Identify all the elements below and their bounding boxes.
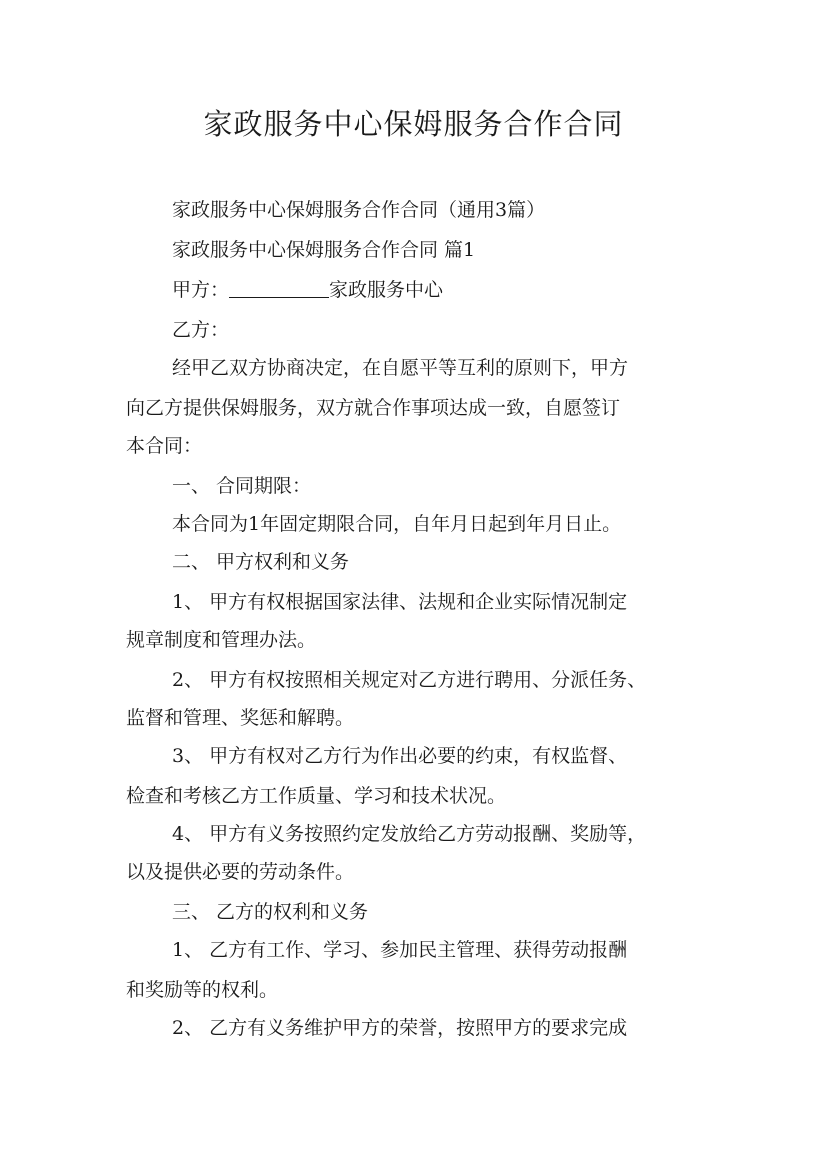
intro-line: 向乙方提供保姆服务，双方就合作事项达成一致，自愿签订 <box>126 397 621 419</box>
section2-item-line: 监督和管理、奖惩和解聘。 <box>126 707 355 729</box>
party-a-name: 家政服务中心 <box>329 279 444 301</box>
party-a-blank <box>229 279 329 298</box>
subtitle: 家政服务中心保姆服务合作合同（通用3篇） <box>172 199 546 221</box>
section2-item-line: 2、 甲方有权按照相关规定对乙方进行聘用、分派任务、 <box>172 669 647 691</box>
intro-line: 本合同： <box>126 435 203 457</box>
part-heading: 家政服务中心保姆服务合作合同 篇1 <box>172 239 476 261</box>
party-a-label: 甲方： <box>172 279 230 301</box>
section3-heading: 三、 乙方的权利和义务 <box>172 901 369 923</box>
section3-item-line: 2、 乙方有义务维护甲方的荣誉，按照甲方的要求完成 <box>172 1017 628 1039</box>
intro-line: 经甲乙双方协商决定，在自愿平等互利的原则下，甲方 <box>172 357 629 379</box>
party-a-line <box>172 278 443 302</box>
section2-item-line: 1、 甲方有权根据国家法律、法规和企业实际情况制定 <box>172 591 628 613</box>
section2-item-line: 以及提供必要的劳动条件。 <box>126 861 355 883</box>
section2-item-line: 规章制度和管理办法。 <box>126 629 317 651</box>
section2-heading: 二、 甲方权利和义务 <box>172 551 350 573</box>
section2-item-line: 4、 甲方有义务按照约定发放给乙方劳动报酬、奖励等， <box>172 823 647 845</box>
document-title: 家政服务中心保姆服务合作合同 <box>203 107 624 141</box>
section3-item-line: 1、 乙方有工作、学习、参加民主管理、获得劳动报酬 <box>172 939 628 961</box>
party-b-label: 乙方： <box>172 319 230 341</box>
section1-body: 本合同为1年固定期限合同，自年月日起到年月日止。 <box>172 513 622 535</box>
section1-heading: 一、 合同期限： <box>172 475 312 497</box>
section2-item-line: 检查和考核乙方工作质量、学习和技术状况。 <box>126 785 507 807</box>
section3-item-line: 和奖励等的权利。 <box>126 979 279 1001</box>
section2-item-line: 3、 甲方有权对乙方行为作出必要的约束，有权监督、 <box>172 745 628 767</box>
